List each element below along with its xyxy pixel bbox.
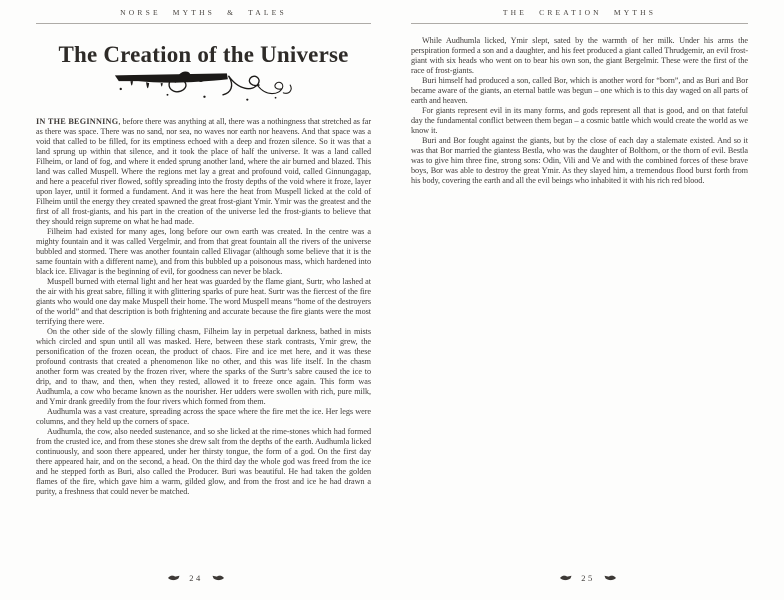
folio-ornament-icon <box>560 575 572 581</box>
paragraph: Buri himself had produced a son, called Bor, which is another word for “born”, and as Buri and Bor became aware of the giants, an eternal battle was begun – one which is to this day waged on all parts of earth and heaven. <box>411 76 748 105</box>
right-folio <box>392 572 784 583</box>
paragraph: Audhumla was a vast creature, spreading across the space where the fire met the ice. Her legs were columns, and they held up the corners of space. <box>36 407 371 426</box>
chapter-title: The Creation of the Universe <box>58 42 349 67</box>
paragraph: On the other side of the slowly filling chasm, Filheim lay in perpetual darkness, bathed in mists which circled and spun until all was masked. Here, between these stark contrasts, Ymir grew, the personification of the frozen ocean, the product of chaos. Fire and ice met here, and it was these profound contrasts that created a phenomenon like no other, and this was life itself. In the chasm another form was created by the frozen river, where the sparks of the Surtr’s sabre caused the ice to drip, and to thaw, and then, when they rested, allowed it to freeze once again. This form was Audhumla, a cow who became known as the nourisher. Her udders were swollen with rich, pure milk, and Ymir drank greedily from the four rivers which formed from them. <box>36 327 371 406</box>
paragraph-text: , before there was anything at all, there was a nothingness that stretched as far as there was space. There was no sand, nor sea, no waves nor earth nor heavens. And that space was a void that called to be filled, for its emptiness echoed with a deep and frozen silence. So it was that a land sprung up within that silence, and it took the place of half the universe. It was a land called Filheim, or land of fog, and where it ended sprung another land, where the air burned and blazed. This land was called Muspell. Where the regions met lay a great and profound void, called Ginnungagap, and here a peaceful river flowed, softly spreading into the frosty depths of the void where it froze, layer upon layer, until it formed a fundament. And it was here the heat from Muspell licked at the cold of Filheim until the energy they created spawned the great frost-giant Ymir. Ymir was the greatest and the first of all frost-giants, and his part in the creation of the universe led the frost-giants to believe that they should reign supreme on what he had made. <box>36 117 371 226</box>
lead-in-text: IN THE BEGINNING <box>36 117 119 126</box>
running-head-text: NORSE MYTHS & TALES <box>120 8 287 17</box>
paragraph <box>36 117 371 227</box>
paragraph: Muspell burned with eternal light and her heat was guarded by the flame giant, Surtr, who lashed at the air with his great sabre, filling it with glittering sparks of pure heat. Surtr was the fiercest of the fire giants who would one day make Muspell their home. The word Muspell means “home of the destroyers of the world” and that description is both frightening and accurate because the fire giants were the most terrifying there were. <box>36 277 371 326</box>
right-page <box>392 0 784 600</box>
left-running-head <box>36 8 371 24</box>
paragraph: Filheim had existed for many ages, long before our own earth was created. In the centre was a mighty fountain and it was called Vergelmir, and from that great fountain all the rivers of the universe bubbled and stormed. There was another fountain called Elivagar (although some believe that it is the same fountain with a different name), and from this bubbled up a poisonous mass, which hardened into black ice. Elivagar is the beginning of evil, for goodness can never be black. <box>36 227 371 276</box>
paragraph: Buri and Bor fought against the giants, but by the close of each day a stalemate existed. And so it was that Bor married the giantess Bestla, who was the daughter of Bolthorn, or the thorn of evil. Bestla was to give him three fine, strong sons: Odin, Vili and Ve and with the combined forces of these brave boys, Bor was able to destroy the great Ymir. As they slayed him, a tremendous flood burst forth from his body, covering the earth and all the evil beings who inhabited it with his rich red blood. <box>411 136 748 185</box>
running-head-text: THE CREATION MYTHS <box>502 8 657 17</box>
folio-ornament-icon <box>604 575 616 581</box>
left-page-body <box>36 117 371 497</box>
left-folio <box>0 572 392 583</box>
title-flourish-icon <box>111 71 296 103</box>
folio-ornament-icon <box>212 575 224 581</box>
page-number: 24 <box>189 573 203 583</box>
right-running-head <box>411 8 748 24</box>
right-page-body <box>411 36 748 186</box>
paragraph: Audhumla, the cow, also needed sustenance, and so she licked at the rime-stones which had formed from the crusted ice, and from these stones she drew salt from the depths of the earth. Audhumla licked continuously, and soon there appeared, under her thirsty tongue, the form of a god. On the first day there appeared hair, and on the second, a head. On the third day the whole god was freed from the ice and he stepped forth as Buri, also called the Producer. Buri was beautiful. He had taken the golden flames of the fire, which gave him a warm, gilded glow, and from the frost and ice he had drawn a purity, a freshness that could never be matched. <box>36 427 371 496</box>
folio-ornament-icon <box>168 575 180 581</box>
page-number: 25 <box>581 573 595 583</box>
paragraph: While Audhumla licked, Ymir slept, sated by the warmth of her milk. Under his arms the perspiration formed a son and a daughter, and his feet produced a giant called Thrudgemir, an evil frost-giant with six heads who went on to bear his own son, the giant Bergelmir. These were the first of the race of frost-giants. <box>411 36 748 75</box>
paragraph: For giants represent evil in its many forms, and gods represent all that is good, and on that fateful day the fundamental conflict between them began – a cosmic battle which would create the world as we know it. <box>411 106 748 135</box>
